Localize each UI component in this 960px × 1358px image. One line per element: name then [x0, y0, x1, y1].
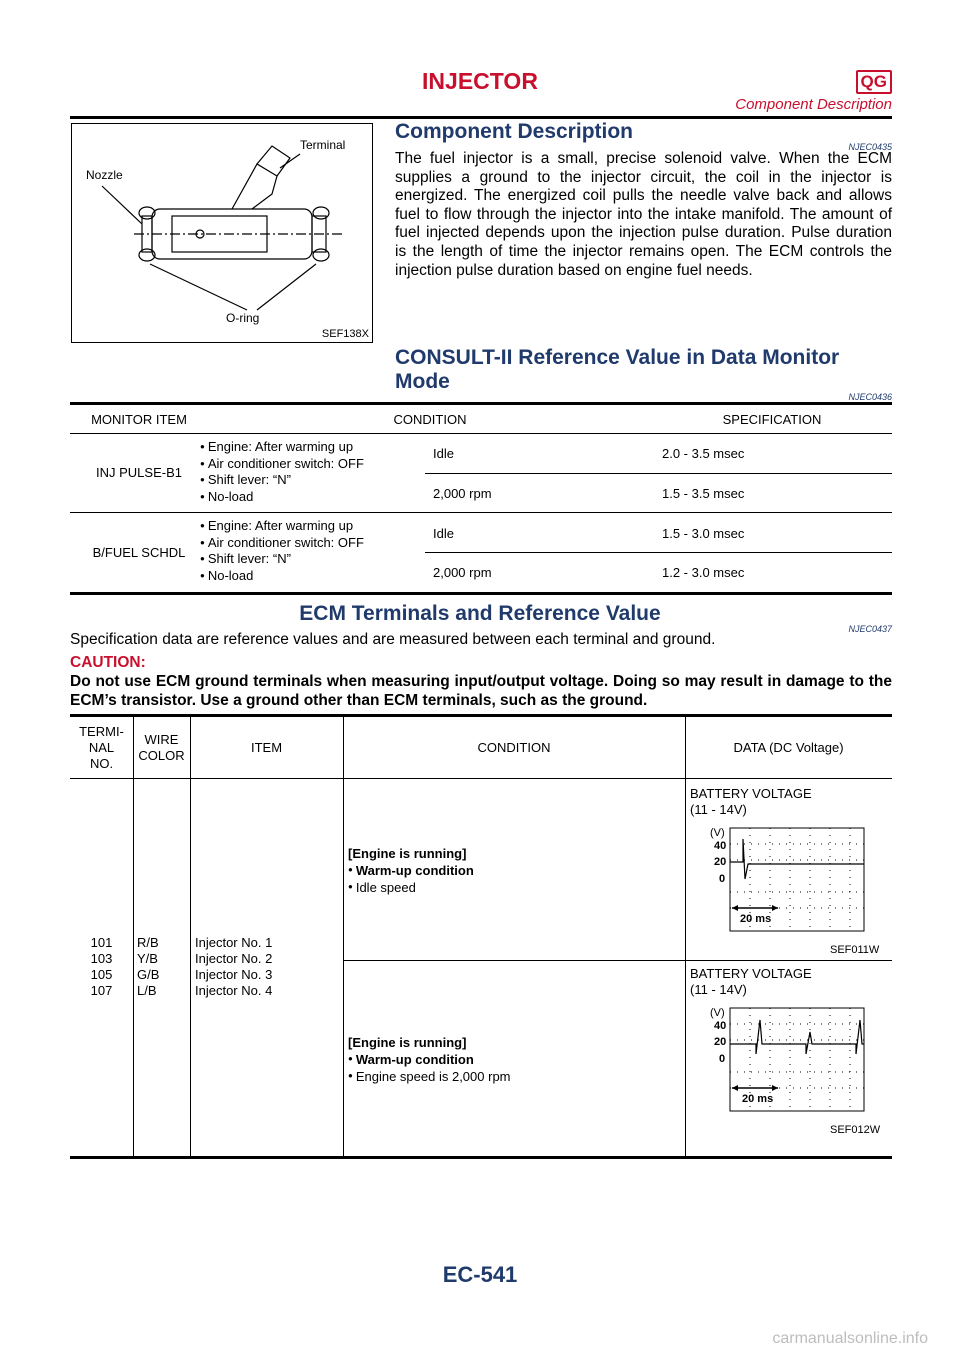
- svg-text:20: 20: [714, 1036, 727, 1048]
- terminal-label: Terminal: [300, 138, 346, 152]
- component-heading: Component Description: [395, 120, 634, 143]
- svg-text:0: 0: [719, 1053, 726, 1065]
- ecm-heading: ECM Terminals and Reference Value: [299, 602, 661, 625]
- ecm-code: NJEC0437: [848, 624, 892, 634]
- consult-heading-line1: CONSULT-II Reference Value in Data Monitor: [395, 346, 840, 369]
- table-subcond: Idle: [433, 526, 454, 541]
- col-item: ITEM: [250, 740, 283, 755]
- table-row-conditions: ● Engine: After warming up ● Air conditioner switch: OFF ● Shift lever: “N” ● No-load: [200, 518, 364, 584]
- ecm-intro: Specification data are reference values and are measured between each terminal and ground.: [70, 631, 716, 648]
- watermark: carmanualsonline.info: [772, 1330, 928, 1347]
- oring-label: O-ring: [226, 311, 260, 325]
- header-subtitle: Component Description: [735, 96, 892, 113]
- condition-idle: [Engine is running] ● Warm-up condition ● Idle speed: [348, 845, 474, 896]
- svg-text:40: 40: [714, 1020, 727, 1032]
- svg-text:20 ms: 20 ms: [742, 1093, 774, 1105]
- table-subcond: 2,000 rpm: [433, 486, 492, 501]
- col-condition: CONDITION: [393, 412, 467, 427]
- col-monitor-item: MONITOR ITEM: [91, 412, 187, 427]
- col-condition: CONDITION: [477, 740, 551, 755]
- svg-text:0: 0: [719, 873, 726, 885]
- terminal-numbers: 101 103 105 107: [90, 935, 113, 998]
- table-subcond: 2,000 rpm: [433, 565, 492, 580]
- injector-diagram: [72, 124, 372, 342]
- caution-text: Do not use ECM ground terminals when measuring input/output voltage. Doing so may result in damage to the ECM’s transistor. Use a ground other than ECM terminals, such as the ground.: [70, 673, 892, 709]
- figure-code: SEF012W: [830, 1124, 881, 1136]
- svg-text:(V): (V): [710, 827, 725, 839]
- data-voltage: BATTERY VOLTAGE (11 - 14V): [690, 966, 812, 997]
- caution-label: CAUTION:: [70, 654, 146, 671]
- table-row-item: B/FUEL SCHDL: [92, 545, 186, 560]
- table-subcond: Idle: [433, 446, 454, 461]
- consult-top-rule: [70, 402, 892, 405]
- col-data: DATA (DC Voltage): [733, 740, 844, 755]
- page-number: EC-541: [442, 1262, 518, 1287]
- section-badge: QG: [856, 70, 892, 94]
- injector-items: Injector No. 1 Injector No. 2 Injector No. 3 Injector No. 4: [195, 935, 273, 998]
- consult-bottom-rule: [70, 592, 892, 595]
- col-specification: SPECIFICATION: [722, 412, 822, 427]
- condition-2000rpm: [Engine is running] ● Warm-up condition ● Engine speed is 2,000 rpm: [348, 1034, 511, 1085]
- table-spec: 1.2 - 3.0 msec: [662, 565, 745, 580]
- component-text: The fuel injector is a small, precise solenoid valve. When the ECM supplies a ground to the injector circuit, the coil in the injector is energized. The energized coil pulls the needle valve back and allows fuel to flow through the injector into the intake manifold. The amount of fuel injected depends upon the injection pulse duration. Pulse duration is the length of time the injector remains open. The ECM controls the injection pulse duration based on engine fuel needs.: [395, 150, 892, 279]
- svg-text:20 ms: 20 ms: [740, 913, 772, 925]
- section-title: INJECTOR: [422, 68, 538, 94]
- figure-code: SEF138X: [321, 328, 369, 340]
- col-terminal: TERMI- NAL NO.: [79, 724, 124, 771]
- svg-text:(V): (V): [710, 1007, 725, 1019]
- injector-figure: [71, 123, 373, 343]
- oscilloscope-waveform-icon: [690, 1004, 870, 1114]
- oscilloscope-waveform-icon: [690, 824, 870, 959]
- data-voltage: BATTERY VOLTAGE (11 - 14V): [690, 786, 812, 817]
- col-wire-color: WIRE COLOR: [138, 732, 185, 763]
- svg-text:40: 40: [714, 840, 727, 852]
- table-row-conditions: ● Engine: After warming up ● Air conditioner switch: OFF ● Shift lever: “N” ● No-load: [200, 439, 364, 505]
- consult-heading-line2: Mode: [395, 370, 450, 393]
- svg-text:20: 20: [714, 856, 727, 868]
- table-spec: 1.5 - 3.5 msec: [662, 486, 745, 501]
- header-rule: [70, 116, 892, 119]
- component-code: NJEC0435: [848, 142, 892, 152]
- table-spec: 2.0 - 3.5 msec: [662, 446, 745, 461]
- table-spec: 1.5 - 3.0 msec: [662, 526, 745, 541]
- ecm-bottom-rule: [70, 1156, 892, 1159]
- wire-colors: R/B Y/B G/B L/B: [137, 935, 160, 998]
- ecm-top-rule: [70, 714, 892, 717]
- table-row-item: INJ PULSE-B1: [96, 465, 182, 480]
- scope-2000rpm: [690, 1004, 870, 1119]
- nozzle-label: Nozzle: [86, 168, 123, 182]
- figure-code: SEF011W: [830, 944, 880, 956]
- consult-code: NJEC0436: [848, 392, 892, 402]
